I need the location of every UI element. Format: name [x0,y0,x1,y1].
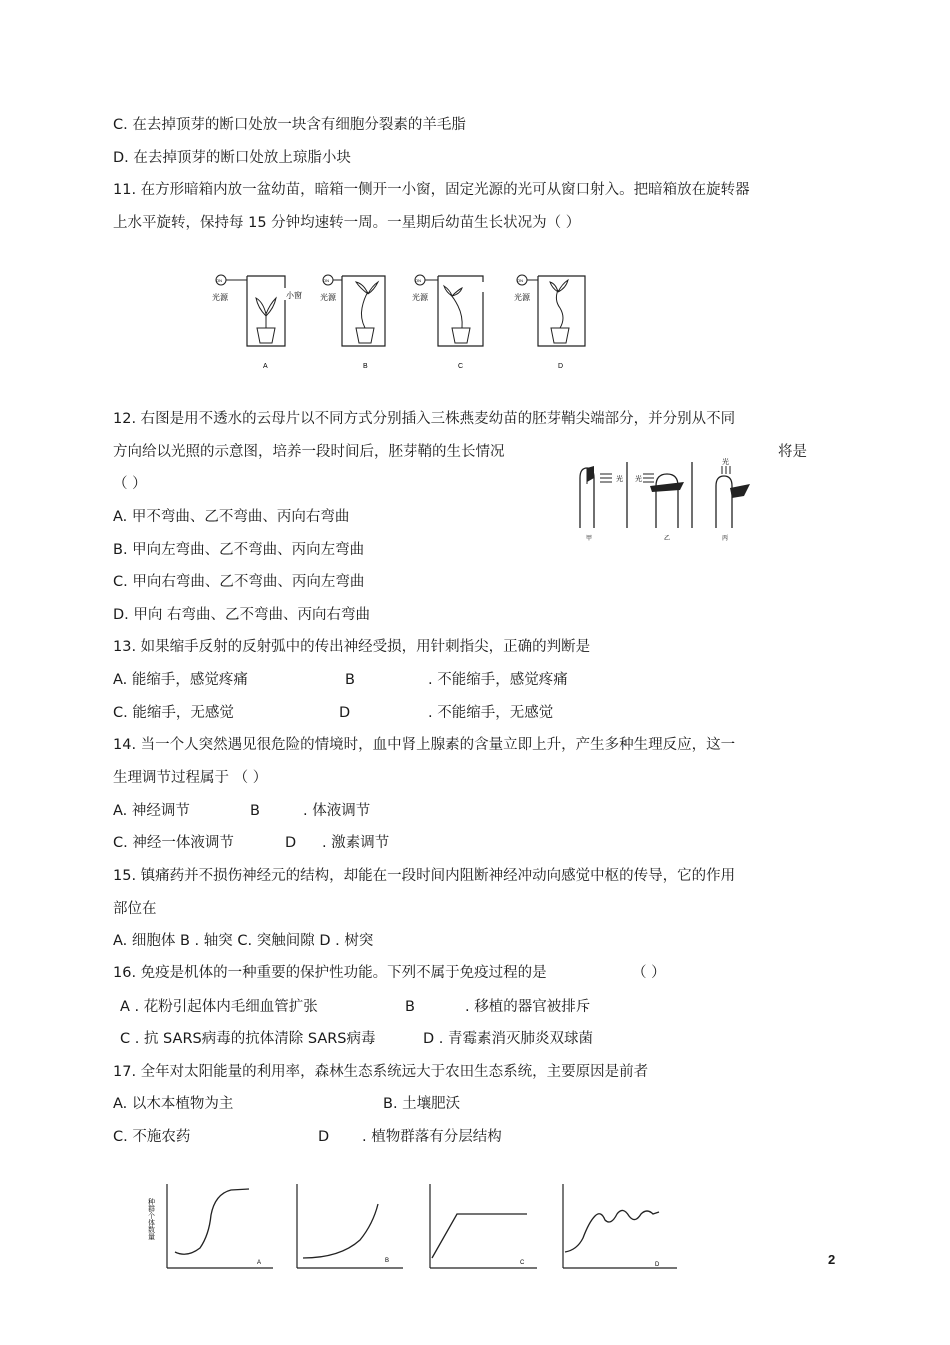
curve-panel-b [297,1184,403,1268]
svg-text:甲: 甲 [586,536,593,542]
q16-answer-paren: （ ） [632,965,666,981]
q14-option-a: A. 神经调节 [113,803,190,819]
q16-option-a: A . 花粉引起体内毛细血管扩张 [120,999,318,1015]
q12-figure [572,456,757,546]
q15-stem-line1: 15. 镇痛药并不损伤神经元的结构，却能在一段时间内阻断神经冲动向感觉中枢的传导，它的作用 [113,868,736,884]
svg-text:D: D [558,363,564,370]
q17-option-d: . 植物群落有分层结构 [362,1129,502,1145]
q17-option-a: A. 以木本植物为主 [113,1096,234,1112]
q12-stem-line2-tail: 将是 [778,444,807,460]
q13-option-a: A. 能缩手，感觉疼痛 [113,672,248,688]
svg-text:种群个体数量: 种群个体数量 [147,1198,155,1240]
q12-option-d: D. 甲向 右弯曲、乙不弯曲、丙向右弯曲 [113,607,370,623]
svg-text:丙: 丙 [722,536,729,542]
q12-option-c: C. 甲向右弯曲、乙不弯曲、丙向左弯曲 [113,574,365,590]
svg-text:A: A [263,363,268,370]
q14-stem-line2: 生理调节过程属于 （ ） [113,770,268,786]
svg-text:C: C [458,363,464,370]
svg-text:光源: 光源 [412,293,428,302]
q14-option-c: C. 神经一体液调节 [113,835,234,851]
q13-option-d-letter: D [339,705,351,721]
svg-text:ON: ON [517,278,523,283]
q11-light-source-label: 光源 [212,293,228,302]
page-number: 2 [828,1252,836,1267]
q12-option-b: B. 甲向左弯曲、乙不弯曲、丙向左弯曲 [113,542,365,558]
svg-text:ON: ON [216,278,222,283]
q13-option-b-letter: B [345,672,355,688]
q11-panel-d [514,275,585,370]
q12-seedling-yi [635,474,684,542]
y-axis-label [148,1197,156,1240]
svg-text:ON: ON [323,278,329,283]
svg-text:ON: ON [415,278,421,283]
q11-panel-a [212,275,302,370]
q15-options: A. 细胞体 B . 轴突 C. 突触间隙 D . 树突 [113,933,374,949]
svg-text:光源: 光源 [514,293,530,302]
q10-option-d: D. 在去掉顶芽的断口处放上琼脂小块 [113,150,351,166]
q12-option-a: A. 甲不弯曲、乙不弯曲、丙向右弯曲 [113,509,350,525]
q12-seedling-bing [716,457,750,542]
q12-answer-paren: （ ） [113,476,147,492]
q11-panel-b [320,275,385,370]
q17-stem: 17. 全年对太阳能量的利用率，森林生态系统远大于农田生态系统，主要原因是前者 [113,1064,649,1080]
q16-option-b: . 移植的器官被排斥 [465,999,591,1015]
q13-option-c: C. 能缩手，无感觉 [113,705,234,721]
svg-text:A: A [257,1260,262,1266]
curve-panel-d [563,1184,677,1268]
curve-panel-c [430,1184,537,1268]
q14-stem-line1: 14. 当一个人突然遇见很危险的情境时，血中肾上腺素的含量立即上升，产生多种生理反应，这一 [113,737,736,753]
svg-text:D: D [655,1262,660,1268]
q11-stem-line2: 上水平旋转，保持每 15 分钟均速转一周。一星期后幼苗生长状况为（ ） [113,215,581,231]
svg-text:光: 光 [635,476,642,483]
q17-option-b: B. 土壤肥沃 [383,1096,461,1112]
q17-population-curves [145,1180,690,1275]
svg-text:光: 光 [616,476,623,483]
q16-stem: 16. 免疫是机体的一种重要的保护性功能。下列不属于免疫过程的是 [113,965,547,981]
svg-text:乙: 乙 [664,536,671,542]
q14-option-b-letter: B [250,803,260,819]
q12-stem-line2: 方向给以光照的示意图，培养一段时间后，胚芽鞘的生长情况 [113,444,505,460]
q16-option-c: C . 抗 SARS病毒的抗体清除 SARS病毒 [120,1031,376,1047]
q17-option-c: C. 不施农药 [113,1129,191,1145]
svg-text:B: B [363,363,368,370]
q11-figure [200,268,600,373]
q16-option-b-letter: B [405,999,415,1015]
q15-stem-line2: 部位在 [113,901,157,917]
q12-seedling-jia [580,466,623,542]
q13-stem: 13. 如果缩手反射的反射弧中的传出神经受损，用针刺指尖，正确的判断是 [113,639,591,655]
svg-text:C: C [520,1260,525,1266]
q16-option-d: D . 青霉素消灭肺炎双球菌 [423,1031,593,1047]
q12-stem-line1: 12. 右图是用不透水的云母片以不同方式分别插入三株燕麦幼苗的胚芽鞘尖端部分，并分别从不同 [113,411,736,427]
q14-option-d-letter: D [285,835,297,851]
svg-text:光源: 光源 [320,293,336,302]
curve-panel-a [167,1184,273,1268]
q14-option-d: . 激素调节 [322,835,390,851]
q11-window-label: 小窗 [286,291,302,300]
q14-option-b: . 体液调节 [303,803,371,819]
q11-panel-c [412,275,483,370]
q11-stem-line1: 11. 在方形暗箱内放一盆幼苗，暗箱一侧开一小窗，固定光源的光可从窗口射入。把暗箱放在旋转器 [113,182,750,198]
q10-option-c: C. 在去掉顶芽的断口处放一块含有细胞分裂素的羊毛脂 [113,117,466,133]
svg-text:B: B [385,1258,390,1264]
q13-option-d: . 不能缩手，无感觉 [428,705,554,721]
q17-option-d-letter: D [318,1129,330,1145]
q13-option-b: . 不能缩手，感觉疼痛 [428,672,568,688]
svg-text:光: 光 [722,459,729,466]
